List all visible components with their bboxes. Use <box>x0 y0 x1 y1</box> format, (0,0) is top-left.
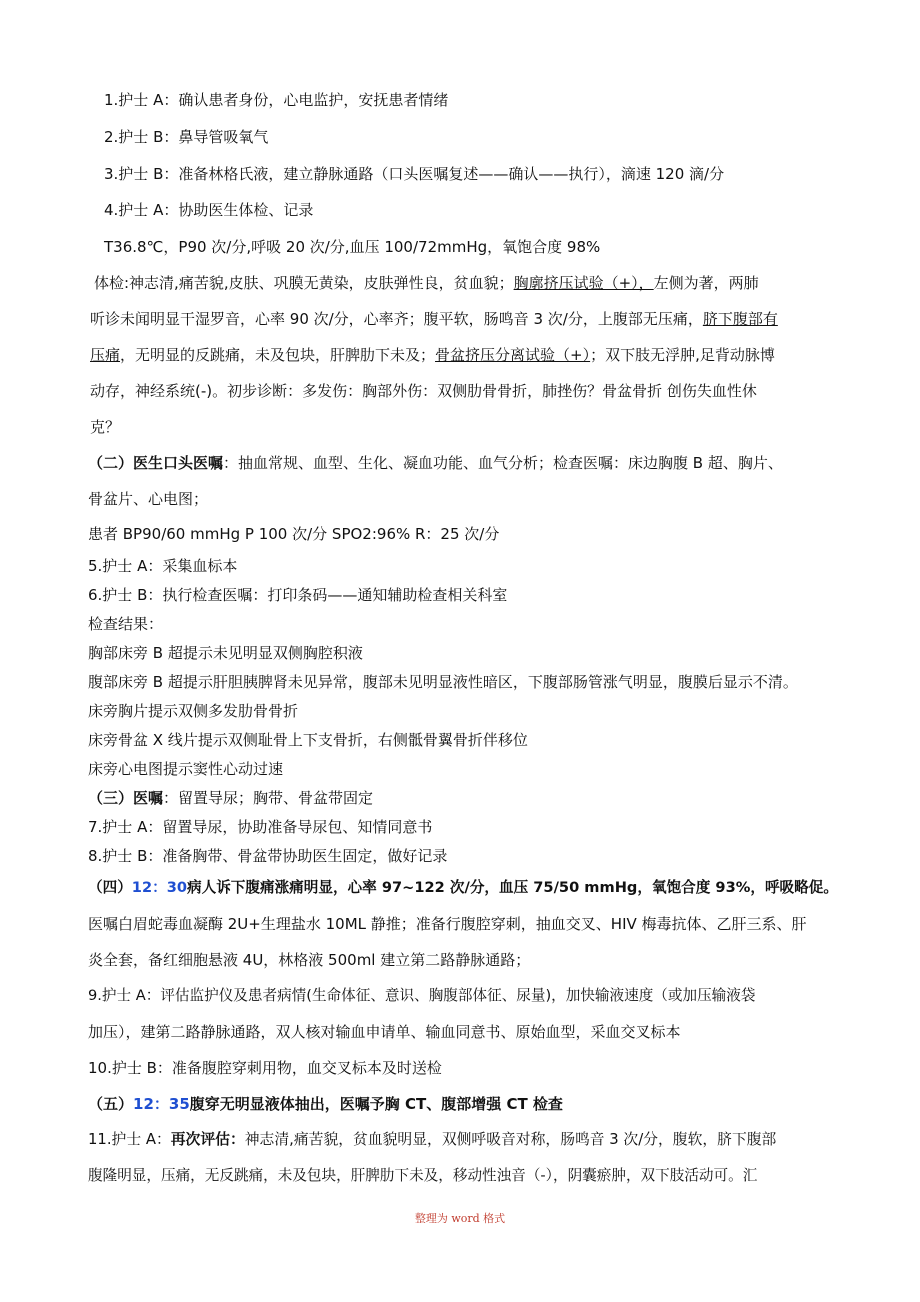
section-text: 病人诉下腹痛涨痛明显，心率 97~122 次/分，血压 75/50 mmHg，氧饱合度 93%，呼吸略促。 <box>187 879 838 896</box>
nurse-step-6: 6.护士 B：执行检查医嘱：打印条码——通知辅助检查相关科室 <box>88 586 508 604</box>
section-3-heading <box>88 788 373 808</box>
section-4-heading <box>88 878 838 898</box>
section-text: ：留置导尿；胸带、骨盆带固定 <box>163 789 374 807</box>
physical-exam-line-5: 克？ <box>90 418 121 436</box>
nurse-step-3: 3.护士 B：准备林格氏液，建立静脉通路（口头医嘱复述——确认——执行），滴速 120 滴/分 <box>104 165 725 183</box>
result-ecg: 床旁心电图提示窦性心动过速 <box>88 760 284 778</box>
result-chest-xray: 床旁胸片提示双侧多发肋骨骨折 <box>88 702 299 720</box>
results-title: 检查结果： <box>88 615 164 633</box>
exam-text: 体检:神志清,痛苦貌,皮肤、巩膜无黄染，皮肤弹性良，贫血貌； <box>94 274 514 292</box>
section-label: （二）医生口头医嘱 <box>88 454 224 472</box>
physical-exam-line-4: 动存，神经系统(-)。初步诊断：多发伤：胸部外伤：双侧肋骨骨折，肺挫伤？骨盆骨折 创伤失血性休 <box>90 382 757 400</box>
exam-text: ；双下肢无浮肿,足背动脉博 <box>590 346 775 364</box>
result-chest-ultrasound: 胸部床旁 B 超提示未见明显双侧胸腔积液 <box>88 644 363 662</box>
nurse-step-7: 7.护士 A：留置导尿，协助准备导尿包、知情同意书 <box>88 818 433 836</box>
section-text: ：抽血常规、血型、生化、凝血功能、血气分析；检查医嘱：床边胸腹 B 超、胸片、 <box>223 454 783 472</box>
section-time: 12：30 <box>131 879 188 896</box>
exam-text: ，无明显的反跳痛，未及包块，肝脾肋下未及； <box>120 346 436 364</box>
physical-exam-line-2 <box>90 309 778 329</box>
nurse-step-11 <box>88 1130 776 1150</box>
exam-text: 听诊未闻明显干湿罗音，心率 90 次/分，心率齐；腹平软，肠鸣音 3 次/分，上腹部无压痛， <box>90 310 703 328</box>
physical-exam-line-1 <box>94 273 759 293</box>
section-5-heading <box>88 1094 563 1114</box>
section-time: 12：35 <box>133 1095 190 1113</box>
nurse-step-4: 4.护士 A：协助医生体检、记录 <box>104 201 314 219</box>
exam-underlined-finding: 压痛 <box>90 346 121 364</box>
result-pelvis-xray: 床旁骨盆 X 线片提示双侧耻骨上下支骨折，右侧骶骨翼骨折伴移位 <box>88 731 528 749</box>
nurse-step-9-continuation: 加压），建第二路静脉通路，双人核对输血申请单、输血同意书、原始血型，采血交叉标本 <box>88 1023 681 1041</box>
exam-text: 左侧为著，两肺 <box>653 274 759 292</box>
section-text: 腹穿无明显液体抽出，医嘱予胸 CT、腹部增强 CT 检查 <box>189 1095 563 1113</box>
vitals-followup: 患者 BP90/60 mmHg P 100 次/分 SPO2:96% R：25 次/分 <box>88 525 500 543</box>
nurse-step-2: 2.护士 B：鼻导管吸氧气 <box>104 128 269 146</box>
exam-underlined-finding: 胸廓挤压试验（+）， <box>513 274 654 292</box>
page-footer: 整理为 word 格式 <box>414 1212 506 1225</box>
exam-underlined-finding: 脐下腹部有 <box>702 310 778 328</box>
section-2-continuation: 骨盆片、心电图； <box>88 490 209 508</box>
section-label: （五） <box>88 1095 134 1113</box>
nurse-step-10: 10.护士 B：准备腹腔穿刺用物，血交叉标本及时送检 <box>88 1059 442 1077</box>
nurse-step-1: 1.护士 A：确认患者身份，心电监护，安抚患者情绪 <box>104 91 449 109</box>
section-label: （三）医嘱 <box>88 789 164 807</box>
nurse-step-5: 5.护士 A：采集血标本 <box>88 557 238 575</box>
exam-underlined-finding: 骨盆挤压分离试验（+） <box>435 346 591 364</box>
section-2-heading <box>88 453 783 473</box>
section-4-orders-line-1: 医嘱白眉蛇毒血凝酶 2U+生理盐水 10ML 静推；准备行腹腔穿刺，抽血交叉、HIV 梅毒抗体、乙肝三系、肝 <box>88 915 807 933</box>
vitals-initial: T36.8℃，P90 次/分,呼吸 20 次/分,血压 100/72mmHg，氧饱合度 98% <box>104 238 601 256</box>
result-abdomen-ultrasound: 腹部床旁 B 超提示肝胆胰脾肾未见异常，腹部未见明显液性暗区，下腹部肠管涨气明显，腹膜后显示不清。 <box>88 673 798 691</box>
step-text: 神志清,痛苦貌，贫血貌明显，双侧呼吸音对称，肠鸣音 3 次/分，腹软，脐下腹部 <box>244 1131 777 1148</box>
section-4-orders-line-2: 炎全套，备红细胞悬液 4U，林格液 500ml 建立第二路静脉通路； <box>88 951 531 969</box>
physical-exam-line-3 <box>90 345 775 365</box>
step-emphasis: 再次评估： <box>170 1131 245 1148</box>
nurse-step-9: 9.护士 A：评估监护仪及患者病情(生命体征、意识、胸腹部体征、尿量)，加快输液速度（或加压输液袋 <box>88 987 756 1004</box>
nurse-step-11-continuation: 腹隆明显，压痛，无反跳痛，未及包块，肝脾肋下未及，移动性浊音（-），阴囊瘀肿，双下肢活动可。汇 <box>88 1167 758 1184</box>
step-number: 11.护士 A： <box>88 1131 171 1148</box>
section-label: （四） <box>88 879 132 896</box>
nurse-step-8: 8.护士 B：准备胸带、骨盆带协助医生固定，做好记录 <box>88 847 448 865</box>
